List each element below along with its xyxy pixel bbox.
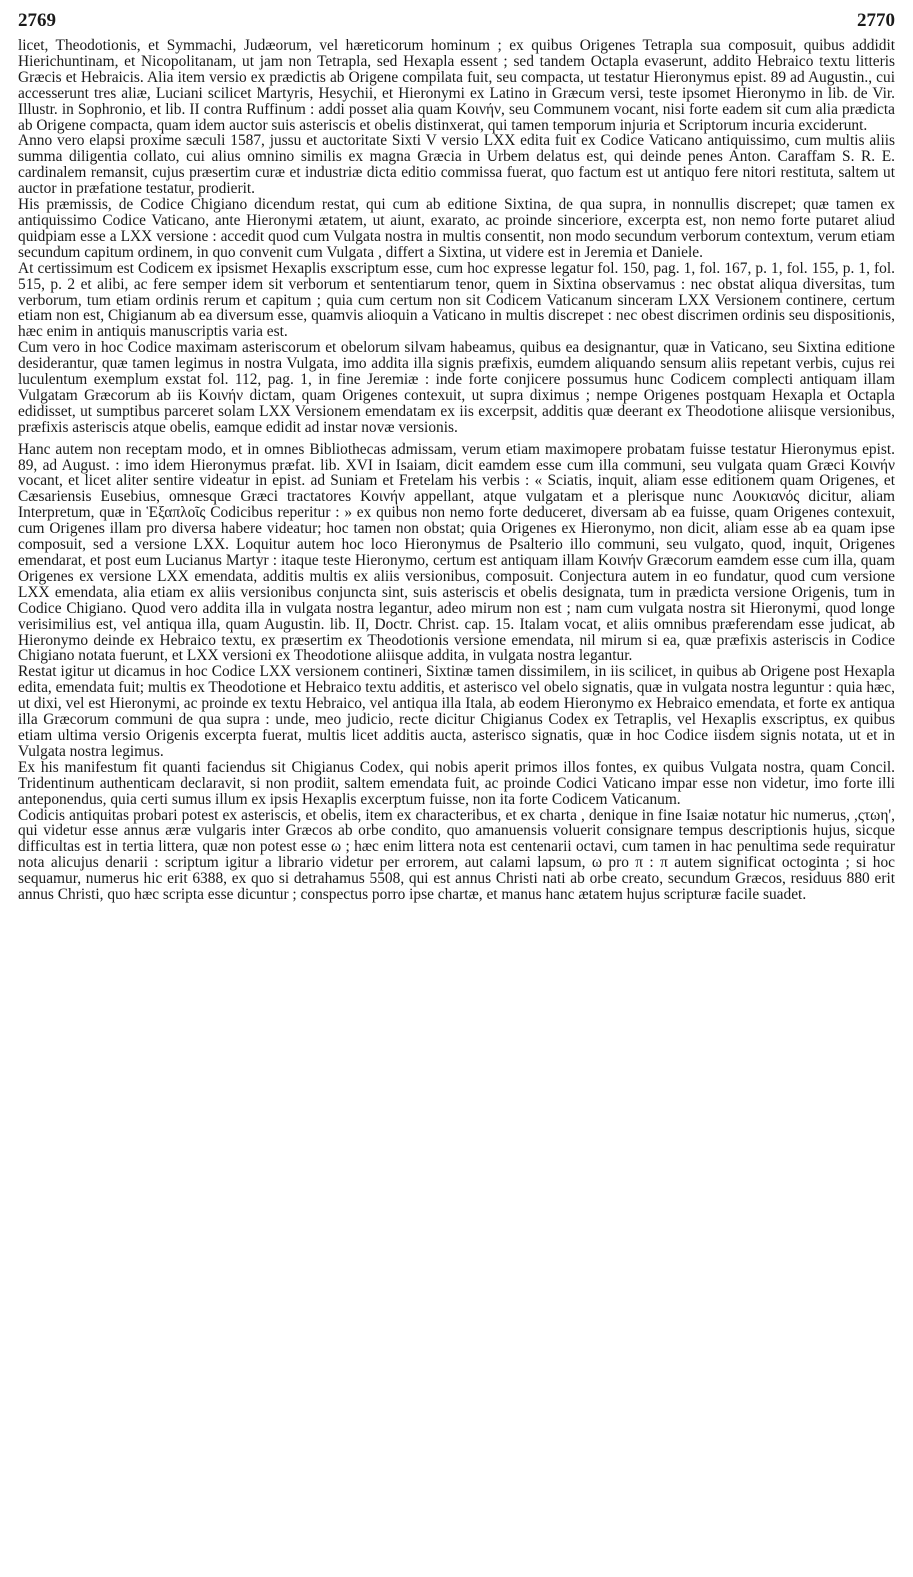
right-page-number: 2770 (857, 10, 895, 31)
paragraph: Hanc autem non receptam modo, et in omnes Bibliothecas admissam, verum etiam maximopere probatam fuisse testatur Hieronymus epist. 89, ad August. : imo idem Hieronymus præfat. lib. XVI in Isaiam, dicit eamdem esse cum illa communi, seu vulgata quam Græci Κοινήν vocant, et licet aliter sentire videatur in epist. ad Suniam et Fretelam his verbis : « Sciatis, inquit, aliam esse editionem quam Origenes, et Cæsariensis Eusebius, omnesque Græci tractatores Κοινήν appellant, atque vulgatam et a plerisque nunc Λουκιανός dicitur, aliam Interpretum, quæ in Ἑξαπλοῖς Codicibus reperitur : » ex quibus non nemo forte deduceret, diversam ab ea fuisse, quam Origenes contexuit, cum Origenes illam pro diversa habere videatur; hoc tamen non obstat; quia Origenes ex Hieronymo, non dicit, aliam esse ab ea quam ipse composuit, sed a versione LXX. Loquitur autem hoc loco Hieronymus de Psalterio illo communi, seu vulgato, quod, inquit, Origenes emendarat, et post eum Lucianus Martyr : itaque teste Hieronymo, certum est antiquam illam Κοινήν Græcorum eamdem esse cum illa, quam Origenes ex versione LXX emendata, additis multis ex aliis versionibus, composuit. Conjectura autem in eo fundatur, quod cum versione LXX emendata, alia etiam ex aliis versionibus conjuncta sint, suis asteriscis et obelis designata, tum in prædicta versione Origenis, tum in Codice Chigiano. Quod vero addita illa in vulgata nostra legantur, adeo mirum non est ; nam cum vulgata nostra sit Hieronymi, quod longe verisimilius est, vel antiqua illa, quam Augustin. lib. II, Doctr. Christ. cap. 15. Italam vocat, et aliis omnibus præferendam esse judicat, ab Hieronymo deinde ex Hebraico textu, ex præsertim ex Theodotionis versione emendata, nil mirum si ea, quæ præfixis asteriscis in Codice Chigiano notata fuerunt, et LXX versioni ex Theodotione aliisque addita, in vulgata nostra legantur. (18, 440, 895, 665)
paragraph: Codicis antiquitas probari potest ex asteriscis, et obelis, item ex characteribus, et ex charta , denique in fine Isaiæ notatur hic numerus, ,ςτωη', qui videtur esse annus æræ vulgaris inter Græcos ab orbe condito, quo amanuensis voluerit consignare tempus descriptionis hujus, sicque difficultas est in tertia littera, quæ non potest esse ω ; hæc enim littera nota est centenarii octavi, cum tamen in hac penultima sede requiratur nota alicujus denarii : scriptum igitur a librario videtur per errorem, aut calami lapsum, ω pro π : π autem significat octoginta ; si hoc sequamur, numerus hic erit 6388, ex quo si detrahamus 5508, qui est annus Christi nati ab orbe creato, secundum Græcos, residuus 880 erit annus Christi, quo hæc scripta esse dicuntur ; conspectus porro ipse chartæ, et manus hanc ætatem hujus scripturæ facile suadet. (18, 806, 895, 904)
paragraph: Ex his manifestum fit quanti faciendus sit Chigianus Codex, qui nobis aperit primos illos fontes, ex quibus Vulgata nostra, quam Concil. Tridentinum authenticam declaravit, si non prodiit, saltem emendata fuit, ac proinde Codici Vaticano impar esse non videtur, imo forte illi anteponendus, quia certi sumus illum ex ipsis Hexaplis excerptum fuisse, non ita forte Codicem Vaticanum. (18, 758, 895, 808)
page (18, 10, 895, 903)
paragraph: At certissimum est Codicem ex ipsismet Hexaplis exscriptum esse, cum hoc expresse legatur fol. 150, pag. 1, fol. 167, p. 1, fol. 155, p. 1, fol. 515, p. 2 et alibi, ac fere semper idem sit verborum et sententiarum tenor, quem in Sixtina observamus : nec obstat aliqua diversitas, tum verborum, tum etiam ordinis rerum et capitum ; quia cum certum non sit Codicem Vaticanum sinceram LXX Versionem continere, certum etiam non est, Chigianum ab ea diversum esse, quamvis alioquin a Vaticano in multis discrepet : nec obest discrimen ordinis seu dispositionis, hæc enim in antiquis manuscriptis varia est. (18, 259, 895, 341)
paragraph: His præmissis, de Codice Chigiano dicendum restat, qui cum ab editione Sixtina, de qua supra, in nonnullis discrepet; quæ tamen ex antiquissimo Codice Vaticano, ante Hieronymi ætatem, ut aiunt, exarato, ac proinde sinceriore, excerpta est, non nemo forte putaret aliud quidpiam esse a LXX versione : accedit quod cum Vulgata nostra in multis consentit, non modo secundum verborum contextum, verum etiam secundum capitum ordinem, in quo convenit cum Vulgata , differt a Sixtina, ut videre est in Jeremia et Daniele. (18, 196, 895, 261)
left-page-number: 2769 (18, 10, 56, 31)
paragraph: Anno vero elapsi proxime sæculi 1587, jussu et auctoritate Sixti V versio LXX edita fuit ex Codice Vaticano antiquissimo, cum multis aliis summa diligentia collato, cui alius omnino similis ex magna Græcia in Urbem delatus est, qui deinde penes Anton. Caraffam S. R. E. cardinalem remansit, cujus præsertim curæ et industriæ dicta editio commissa fuerat, quo factum est ut antiquo fere nitori restituta, saltem ut auctor in præfatione testatur, prodierit. (18, 132, 895, 198)
paragraph: Restat igitur ut dicamus in hoc Codice LXX versionem contineri, Sixtinæ tamen dissimilem, in iis scilicet, in quibus ab Origene post Hexapla edita, emendata fuit; multis ex Theodotione et Hebraico textu additis, et asterisco vel obelo signatis, quæ in vulgata nostra leguntur : quia hæc, ut dixi, vel est Hieronymi, ac proinde ex textu Hebraico, vel antiqua illa Itala, ab eodem Hieronymo ex Hebraico emendata, et forte ex antiqua illa Græcorum communi de qua supra : unde, meo judicio, recte dicitur Chigianus Codex ex Tetraplis, vel Hexaplis exscriptus, ex quibus etiam ultima versio Origenis excerpta fuerat, multis licet additis aucta, asterisco signatis, quæ in hoc Codice iisdem signis notata, ut et in Vulgata nostra legimus. (18, 663, 895, 760)
page-header (18, 10, 895, 34)
paragraph: Cum vero in hoc Codice maximam asteriscorum et obelorum silvam habeamus, quibus ea designantur, quæ in Vaticano, seu Sixtina editione desiderantur, quæ tamen legimus in nostra Vulgata, imo addita illa signis præfixis, eumdem aliquando sensum aliis repetant verbis, cujus rei luculentum exemplum exstat fol. 112, pag. 1, in fine Jeremiæ : inde forte conjicere possumus hunc Codicem complecti antiquam illam Vulgatam Græcorum ab iis Κοινήν dictam, quam Origenes contexuit, ut supra diximus ; nempe Origenes postquam Hexapla et Octapla edidisset, ut sumptibus parceret solam LXX Versionem emendatam ex iis excerpsit, additis quæ deerant ex Theodotione aliisque versionibus, præfixis asteriscis atque obelis, eamque edidit ad instar novæ versionis. (18, 339, 895, 436)
body-text (18, 38, 895, 903)
paragraph: licet, Theodotionis, et Symmachi, Judæorum, vel hæreticorum hominum ; ex quibus Origenes Tetrapla sua composuit, quibus addidit Hierichuntinam, et Nicopolitanam, ut jam non Tetrapla, sed Hexapla essent ; sed tandem Octapla evaserunt, addito Hebraico textu litteris Græcis et Hebraicis. Alia item versio ex prædictis ab Origene compilata fuit, seu compacta, ut testatur Hieronymus epist. 89 ad Augustin., cui accesserunt tres aliæ, Luciani scilicet Martyris, Hesychii, et Hieronymi ex Latino in Græcum versi, teste ipsomet Hieronymo in lib. de Vir. Illustr. in Sophronio, et lib. II contra Ruffinum : addi posset alia quam Κοινήν, seu Communem vocant, nisi forte eadem sit cum alia prædicta ab Origene compacta, quam idem auctor suis asteriscis et obelis distinxerat, qui tamen temporum injuria et Scriptorum incuria exciderunt. (18, 37, 895, 134)
